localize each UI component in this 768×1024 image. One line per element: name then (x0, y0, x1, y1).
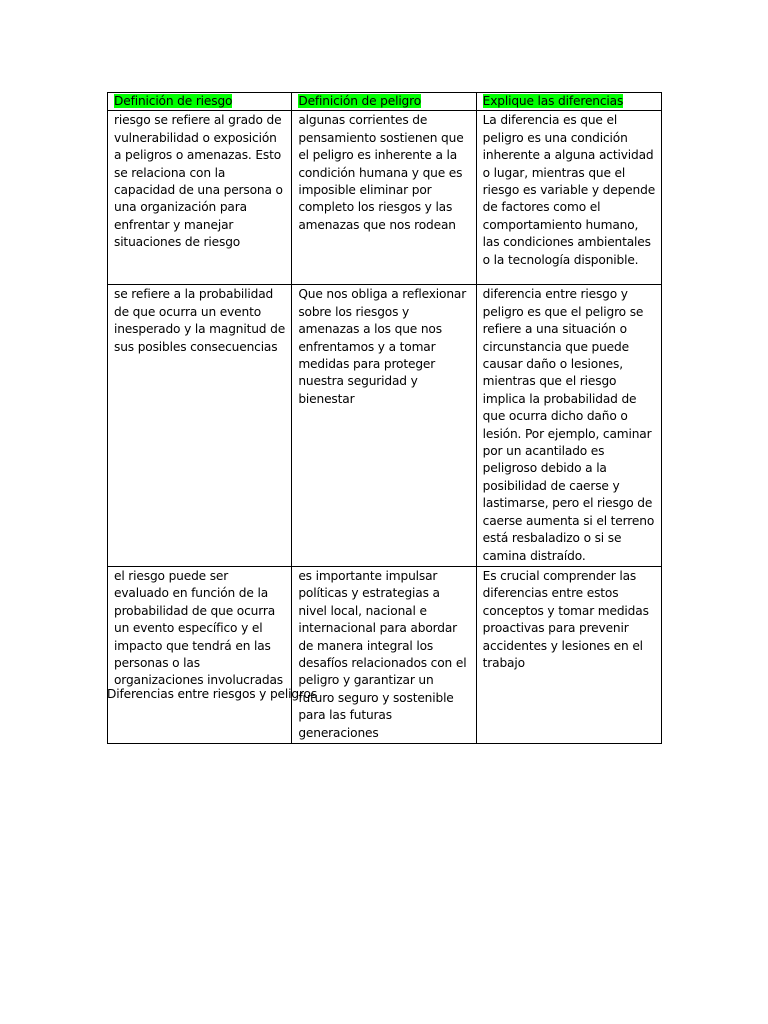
table-header-row (108, 93, 662, 111)
table-cell: riesgo se refiere al grado de vulnerabilidad o exposición a peligros o amenazas. Esto se relaciona con la capacidad de una persona o una organización para enfrentar y manejar situaciones de riesgo (108, 111, 292, 285)
table-row (108, 566, 662, 743)
table-cell: el riesgo puede ser evaluado en función de la probabilidad de que ocurra un evento específico y el impacto que tendrá en las personas o las organizaciones involucradas (108, 566, 292, 743)
header-label: Definición de peligro (298, 94, 422, 108)
table-cell: Que nos obliga a reflexionar sobre los riesgos y amenazas a los que nos enfrentamos y a tomar medidas para proteger nuestra seguridad y bienestar (292, 285, 476, 567)
table-cell: Es crucial comprender las diferencias entre estos conceptos y tomar medidas proactivas para prevenir accidentes y lesiones en el trabajo (476, 566, 661, 743)
table-caption: Diferencias entre riesgos y peligros (107, 687, 318, 701)
table-cell: se refiere a la probabilidad de que ocurra un evento inesperado y la magnitud de sus posibles consecuencias (108, 285, 292, 567)
header-label: Explique las diferencias (482, 94, 624, 108)
table-cell: La diferencia es que el peligro es una condición inherente a alguna actividad o lugar, mientras que el riesgo es variable y depende de factores como el comportamiento humano, las condiciones ambientales o la tecnología disponible. (476, 111, 661, 285)
header-cell-hazard-definition (292, 93, 476, 111)
table-row (108, 111, 662, 285)
header-cell-differences (476, 93, 661, 111)
comparison-table (107, 92, 662, 744)
table-row (108, 285, 662, 567)
header-cell-risk-definition (108, 93, 292, 111)
table-cell: algunas corrientes de pensamiento sostienen que el peligro es inherente a la condición humana y que es imposible eliminar por completo los riesgos y las amenazas que nos rodean (292, 111, 476, 285)
header-label: Definición de riesgo (114, 94, 233, 108)
table-cell: es importante impulsar políticas y estrategias a nivel local, nacional e internacional para abordar de manera integral los desafíos relacionados con el peligro y garantizar un futuro seguro y sostenible para las futuras generaciones (292, 566, 476, 743)
table-cell: diferencia entre riesgo y peligro es que el peligro se refiere a una situación o circunstancia que puede causar daño o lesiones, mientras que el riesgo implica la probabilidad de que ocurra dicho daño o lesión. Por ejemplo, caminar por un acantilado es peligroso debido a la posibilidad de caerse y lastimarse, pero el riesgo de caerse aumenta si el terreno está resbaladizo o si se camina distraído. (476, 285, 661, 567)
